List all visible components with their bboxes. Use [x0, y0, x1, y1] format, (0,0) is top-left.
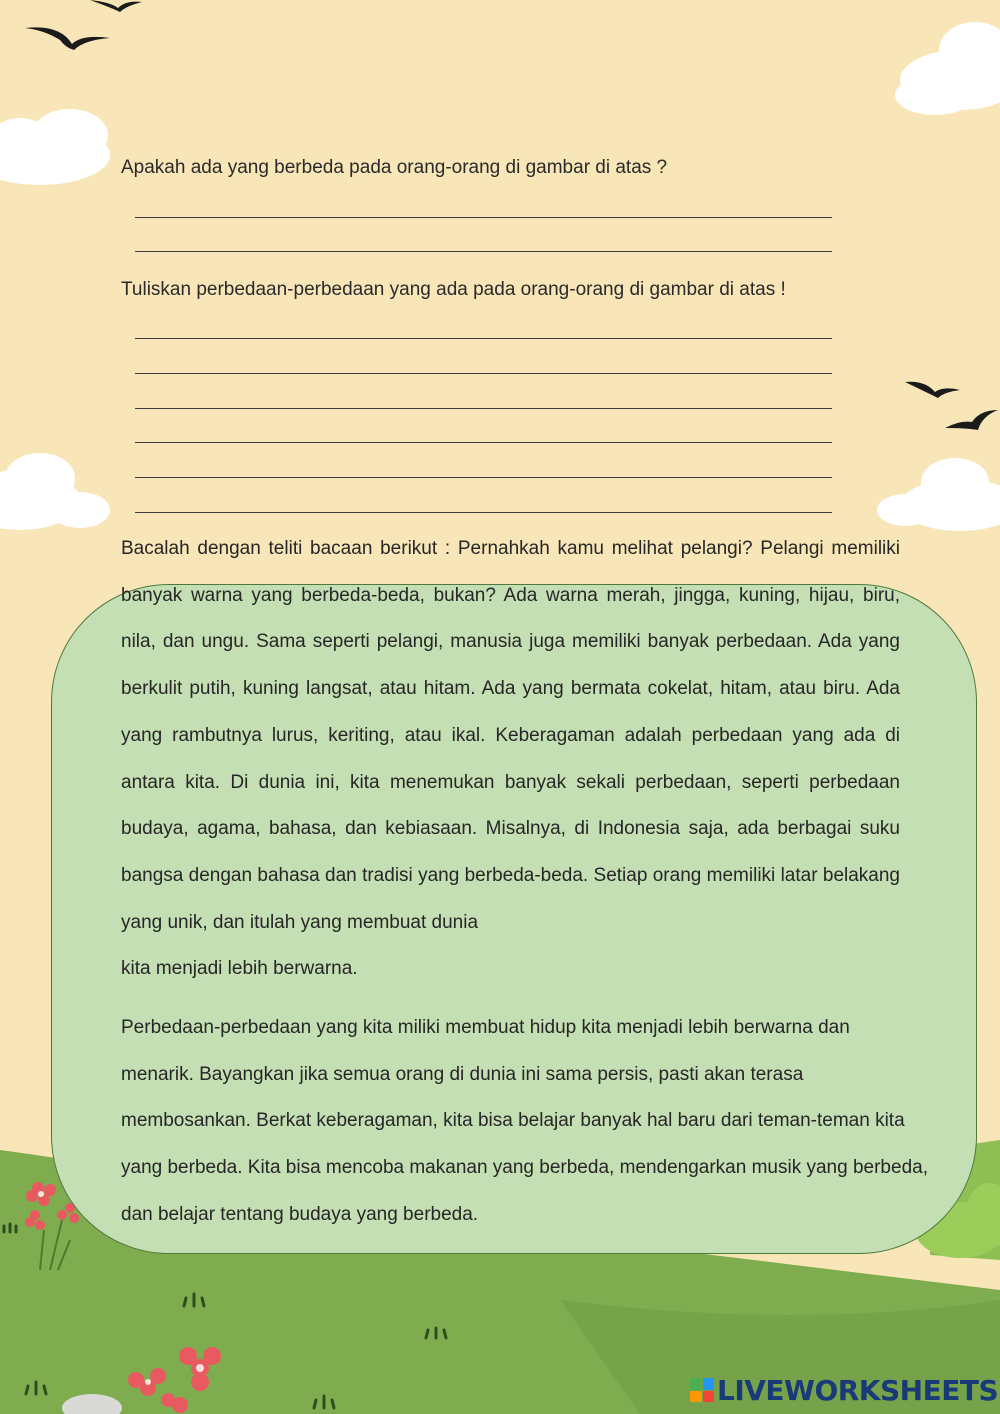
logo-mark-square	[703, 1391, 715, 1403]
paragraph-1-body: Bacalah dengan teliti bacaan berikut : Pernahkah kamu melihat pelangi? Pelangi memiliki banyak warna yang berbeda-beda, bukan? Ada warna merah, jingga, kuning, hijau, biru, nila, dan ungu. Sama seperti pelangi, manusia juga memiliki banyak perbedaan. Ada yang berkulit putih, kuning langsat, atau hitam. Ada yang bermata cokelat, hitam, atau biru. Ada yang rambutnya lurus, keriting, atau ikal. Keberagaman adalah perbedaan yang ada di antara kita. Di dunia ini, kita menemukan banyak sekali perbedaan, seperti perbedaan budaya, agama, bahasa, dan kebiasaan. Misalnya, di Indonesia saja, ada berbagai suku bangsa dengan bahasa dan tradisi yang berbeda-beda. Setiap orang memiliki latar belakang yang unik, dan itulah yang membuat dunia	[121, 538, 900, 933]
answer-line[interactable]	[135, 442, 832, 443]
logo-text: LIVEWORKSHEETS	[717, 1373, 999, 1407]
paragraph-2-line: dan belajar tentang budaya yang berbeda.	[121, 1203, 479, 1225]
answer-input[interactable]	[135, 412, 836, 442]
answer-input[interactable]	[135, 482, 836, 512]
logo-mark-icon	[690, 1378, 714, 1402]
paragraph-2-line: yang berbeda. Kita bisa mencoba makanan yang berbeda, mendengarkan musik yang berbeda,	[121, 1157, 928, 1179]
answer-line[interactable]	[135, 408, 832, 409]
answer-input[interactable]	[135, 187, 836, 217]
cloud-top-left	[0, 109, 110, 185]
paragraph-2-line: Perbedaan-perbedaan yang kita miliki membuat hidup kita menjadi lebih berwarna dan	[121, 1017, 850, 1038]
logo-mark-square	[690, 1378, 702, 1390]
answer-line[interactable]	[135, 512, 832, 513]
answer-line[interactable]	[135, 477, 832, 478]
answer-line[interactable]	[135, 338, 832, 339]
liveworksheets-logo[interactable]	[690, 1373, 998, 1407]
answer-line[interactable]	[135, 373, 832, 374]
answer-input[interactable]	[135, 308, 836, 338]
question-2: Tuliskan perbedaan-perbedaan yang ada pada orang-orang di gambar di atas !	[121, 279, 786, 300]
paragraph-1-end: kita menjadi lebih berwarna.	[121, 958, 358, 980]
answer-input[interactable]	[135, 447, 836, 477]
reading-paragraph-2	[121, 1005, 981, 1239]
paragraph-2-line: membosankan. Berkat keberagaman, kita bisa belajar banyak hal baru dari teman-teman kita	[121, 1110, 905, 1132]
answer-input[interactable]	[135, 343, 836, 373]
paragraph-2-line: menarik. Bayangkan jika semua orang di dunia ini sama persis, pasti akan terasa	[121, 1063, 804, 1085]
answer-input[interactable]	[135, 378, 836, 408]
answer-line[interactable]	[135, 251, 832, 252]
answer-line[interactable]	[135, 217, 832, 218]
question-1: Apakah ada yang berbeda pada orang-orang di gambar di atas ?	[121, 157, 668, 178]
reading-paragraph-1	[121, 526, 900, 993]
logo-mark-square	[703, 1378, 715, 1390]
answer-input[interactable]	[135, 221, 836, 251]
logo-mark-square	[690, 1391, 702, 1403]
